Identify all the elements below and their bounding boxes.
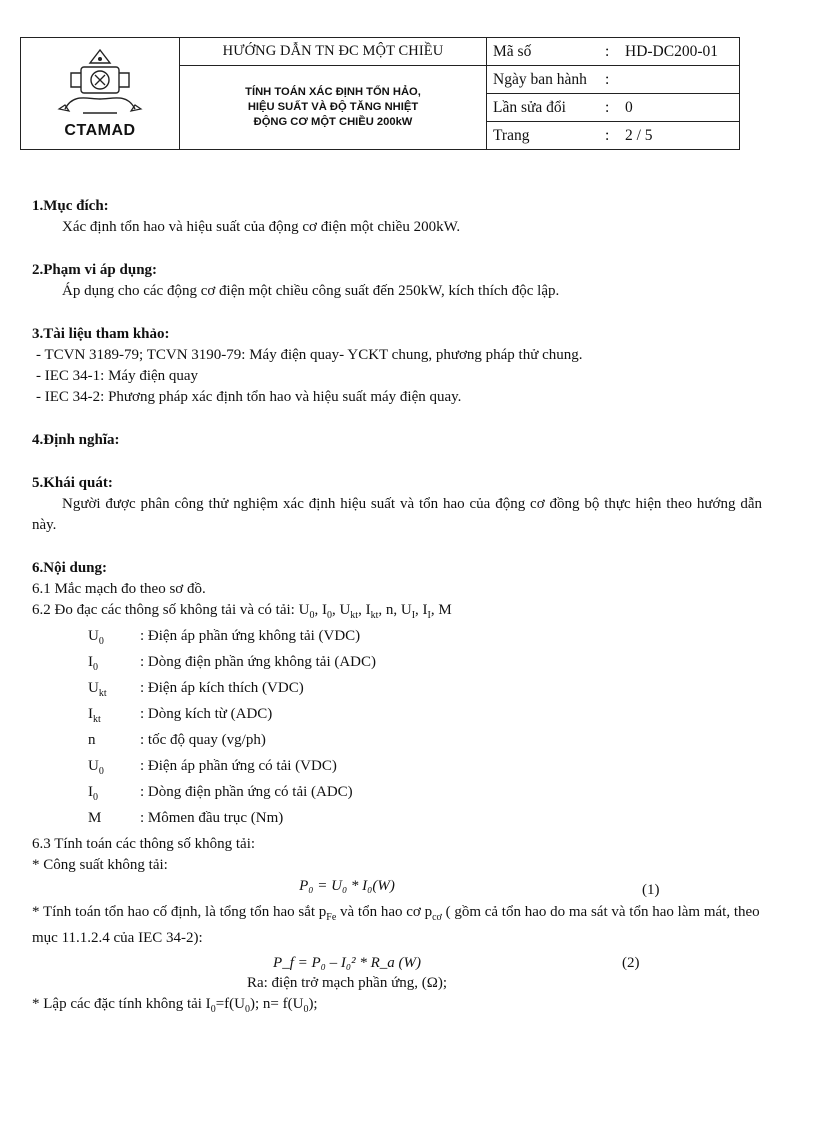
section-title: 5.Khái quát:	[32, 475, 113, 491]
section-title: 6.Nội dung:	[32, 560, 108, 576]
definition-row: $I_0$ : Dòng điện phần ứng không tải (ADC)	[88, 654, 377, 673]
step-text: 6.1 Mắc mạch đo theo sơ đồ.	[32, 581, 206, 597]
meta-value: 2 / 5	[625, 126, 653, 144]
document-body	[32, 196, 762, 1020]
section-text: Xác định tổn hao và hiệu suất của động cơ điện một chiều 200kW.	[62, 219, 461, 235]
logo-cell	[21, 38, 180, 150]
doc-title-line: TÍNH TOÁN XÁC ĐỊNH TỔN HẢO,	[245, 86, 421, 98]
meta-colon: :	[605, 98, 610, 116]
meta-value: 0	[625, 98, 633, 116]
section-title: 3.Tài liệu tham khảo:	[32, 326, 170, 342]
meta-value: HD-DC200-01	[625, 42, 718, 60]
meta-colon: :	[605, 42, 610, 60]
meta-code	[487, 38, 740, 66]
doc-category: HƯỚNG DẪN TN ĐC MỘT CHIỀU	[180, 38, 487, 66]
definition-row: $U_{kt}$ : Điện áp kích thích (VDC)	[88, 680, 304, 699]
section-title: 2.Phạm vi áp dụng:	[32, 262, 158, 278]
doc-title	[180, 66, 487, 150]
reference-item: - IEC 34-1: Máy điện quay	[36, 368, 199, 384]
measure-list: 6.2 Đo đạc các thông số không tải và có tải: $U_0$, $I_0$, $U_{kt}$, $I_{kt}$, n, $U_I$, $I_I$, M	[32, 602, 452, 621]
doc-title-line: ĐỘNG CƠ MỘT CHIỀU 200kW	[253, 116, 413, 128]
section-text: Áp dụng cho các động cơ điện một chiều công suất đến 250kW, kích thích độc lập.	[62, 283, 560, 299]
definition-row: M : Mômen đầu trục (Nm)	[88, 810, 284, 826]
section-title: 4.Định nghĩa:	[32, 432, 120, 448]
meta-key: Lần sửa đổi	[493, 98, 566, 116]
formula-2: P_f = P₀ – I₀² * R_a (W) (2)	[32, 953, 662, 973]
doc-title-line: HIỆU SUẤT VÀ ĐỘ TĂNG NHIỆT	[247, 101, 419, 113]
section-title: 1.Mục đích:	[32, 198, 109, 214]
meta-key: Ngày ban hành	[493, 70, 587, 88]
meta-key: Mã số	[493, 42, 532, 60]
meta-revision	[487, 94, 740, 122]
reference-item: - IEC 34-2: Phương pháp xác định tổn hao và hiệu suất máy điện quay.	[36, 389, 462, 405]
meta-issue-date	[487, 66, 740, 94]
bullet-text: * Công suất không tải:	[32, 857, 168, 873]
bullet-text: * Lập các đặc tính không tải $I_0=f(U_0)$; $n= f(U_0)$;	[32, 996, 318, 1015]
section-text: Người được phân công thử nghiệm xác định hiệu suất và tổn hao của động cơ đồng bộ thực hiện theo hướng dẫn này.	[32, 496, 762, 533]
definition-row: $I_0$ : Dòng điện phần ứng có tải (ADC)	[88, 784, 353, 803]
definition-row: $I_{kt}$ : Dòng kích từ (ADC)	[88, 706, 273, 725]
definition-row: $U_0$ : Điện áp phần ứng không tải (VDC)	[88, 628, 361, 647]
definition-row: $U_0$ : Điện áp phần ứng có tải (VDC)	[88, 758, 337, 777]
meta-page	[487, 122, 740, 150]
document-header	[20, 37, 740, 150]
note-text: Ra: điện trở mạch phần ứng, (Ω);	[246, 975, 448, 991]
reference-item: - TCVN 3189-79; TCVN 3190-79: Máy điện quay- YCKT chung, phương pháp thử chung.	[36, 347, 583, 363]
formula-number: (1)	[642, 882, 660, 898]
meta-colon: :	[605, 70, 610, 88]
logo-text: CTAMAD	[64, 122, 136, 139]
formula-number: (2)	[622, 955, 640, 971]
meta-colon: :	[605, 126, 610, 144]
meta-key: Trang	[493, 126, 530, 144]
bullet-text: * Tính toán tổn hao cố định, là tổng tổn hao sắt $p_{Fe}$ và tổn hao cơ $p_{cơ}$ ( gồm cả tổn hao do ma sát và tổn hao làm mát, theo mục 11.1.2.4 của IEC 34-2):	[32, 904, 760, 946]
definition-row: n : tốc độ quay (vg/ph)	[88, 732, 266, 748]
formula-1: P₀ = U₀ * I₀(W) (1)	[32, 876, 662, 898]
company-logo-icon	[45, 47, 155, 119]
step-text: 6.3 Tính toán các thông số không tải:	[32, 836, 256, 852]
